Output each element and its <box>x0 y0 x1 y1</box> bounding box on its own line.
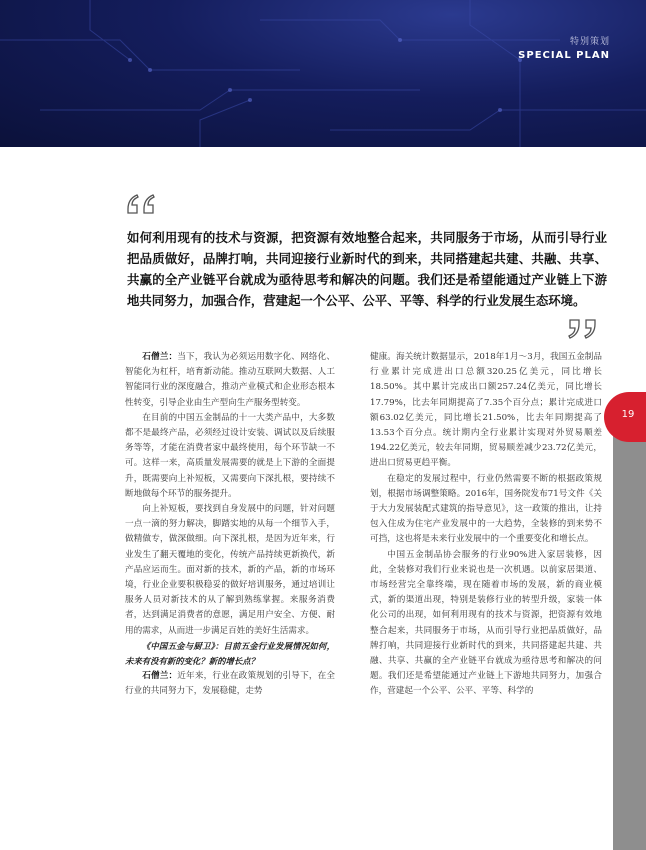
paragraph <box>125 350 335 411</box>
paragraph: 中国五金制品协会服务的行业90%进入家居装修，因此，全装修对我们行业来说也是一次机遇。以前家居渠道、市场经营完全靠终端，现在随着市场的发展，新的商业模式，新的渠道出现，特别是装修行业的转型升级，家装一体化公司的出现，如何利用现有的技术与资源，把资源有效地整合起来，共同服务于市场，从而引导行业把品质做好，品牌打响，共同迎接行业新时代的到来，共同搭建起共建、共融、共享、共赢的全产业链平台就成为亟待思考和解决的问题。我们还是希望能通过产业链上下游地共同努力，加强合作，营建起一个公平、公平、平等、科学的 <box>370 549 602 697</box>
paragraph: 向上补短板，要找到自身发展中的问题，针对问题一点一滴的努力解决，脚踏实地的从每一个细节入手，做精做专，做深做细。向下深扎根，是因为近年来，行业发生了翻天覆地的变化，传统产品持续更新换代，新产品应运而生。面对新的技术，新的产品，新的市场环境，行业企业要积极稳妥的做好培训服务，通过培训让服务人员对新技术的从了解到熟练掌握。来服务消费者，达到满足消费者的意愿，满足用户安全、方便、耐用的需求，从而进一步满足百姓的美好生活需求。 <box>125 504 335 636</box>
speaker-name: 石僧兰： <box>142 670 178 681</box>
speaker-name: 石僧兰： <box>142 352 178 362</box>
pull-quote: 如何利用现有的技术与资源，把资源有效地整合起来，共同服务于市场，从而引导行业把品质做好，品牌打响，共同迎接行业新时代的到来，共同搭建起共建、共融、共享、共赢的全产业链平台就成为亟待思考和解决的问题。我们还是希望能通过产业链上下游地共同努力，加强合作，营建起一个公平、公平、平等、科学的行业发展生态环境。 <box>127 230 607 308</box>
left-column <box>125 350 335 699</box>
paragraph: 在稳定的发展过程中，行业仍然需要不断的根据政策规划，根据市场调整策略。2016年，国务院发布71号文件《关于大力发展装配式建筑的指导意见》，这一政策的推出，让持包入住成为住宅产业发展中的一大趋势，全装修的到来势不可挡，这也将是未来行业发展中的一个重要变化和增长点。 <box>370 473 602 545</box>
paragraph: 在目前的中国五金制品的十一大类产品中，大多数都不是最终产品，必须经过设计安装、调试以及后续服务等等，才能在消费者家中最终使用，每个环节缺一不可。这样一来，高质量发展需要的就是上下游的全面提升，既需要向上补短板，又需要向下深扎根，要持续不断地做每个环节的服务提升。 <box>125 412 335 499</box>
paragraph <box>125 669 335 699</box>
paragraph-text: 近年来，行业在政策规划的引导下，在全行业的共同努力下，发展稳健，走势 <box>125 670 335 697</box>
page-number: 19 <box>621 409 635 420</box>
close-quote-icon <box>567 318 597 340</box>
section-title-en: SPECIAL PLAN <box>518 50 610 61</box>
paragraph: 健康。海关统计数据显示，2018年1月～3月，我国五金制品行业累计完成进出口总额320.25亿美元，同比增长18.50%。其中累计完成出口额257.24亿美元，同比增长17.79%，比去年同期提高了7.35个百分点；累计完成进口额63.02亿美元，同比增长21.50%，比去年同期提高了13.53个百分点。统计期内全行业累计实现对外贸易顺差194.22亿美元，较去年同期，贸易顺差减少23.72亿美元，进出口贸易更趋平衡。 <box>370 352 602 469</box>
circuit-pattern <box>0 0 646 147</box>
section-title-cn: 特别策划 <box>569 37 610 47</box>
header-banner <box>0 0 646 147</box>
paragraph-text: 当下，我认为必须运用数字化、网络化、智能化为杠杆，培育新动能。推动互联网大数据、人工智能同行业的深度融合，推动产业模式和企业形态根本性转变，引导企业由生产型向生产服务型转变。 <box>125 352 335 408</box>
side-strip <box>613 420 646 850</box>
interview-question: 《中国五金与厨卫》：目前五金行业发展情况如何，未来有没有新的变化？新的增长点？ <box>125 640 335 666</box>
right-column <box>370 350 602 700</box>
open-quote-icon <box>126 193 156 215</box>
